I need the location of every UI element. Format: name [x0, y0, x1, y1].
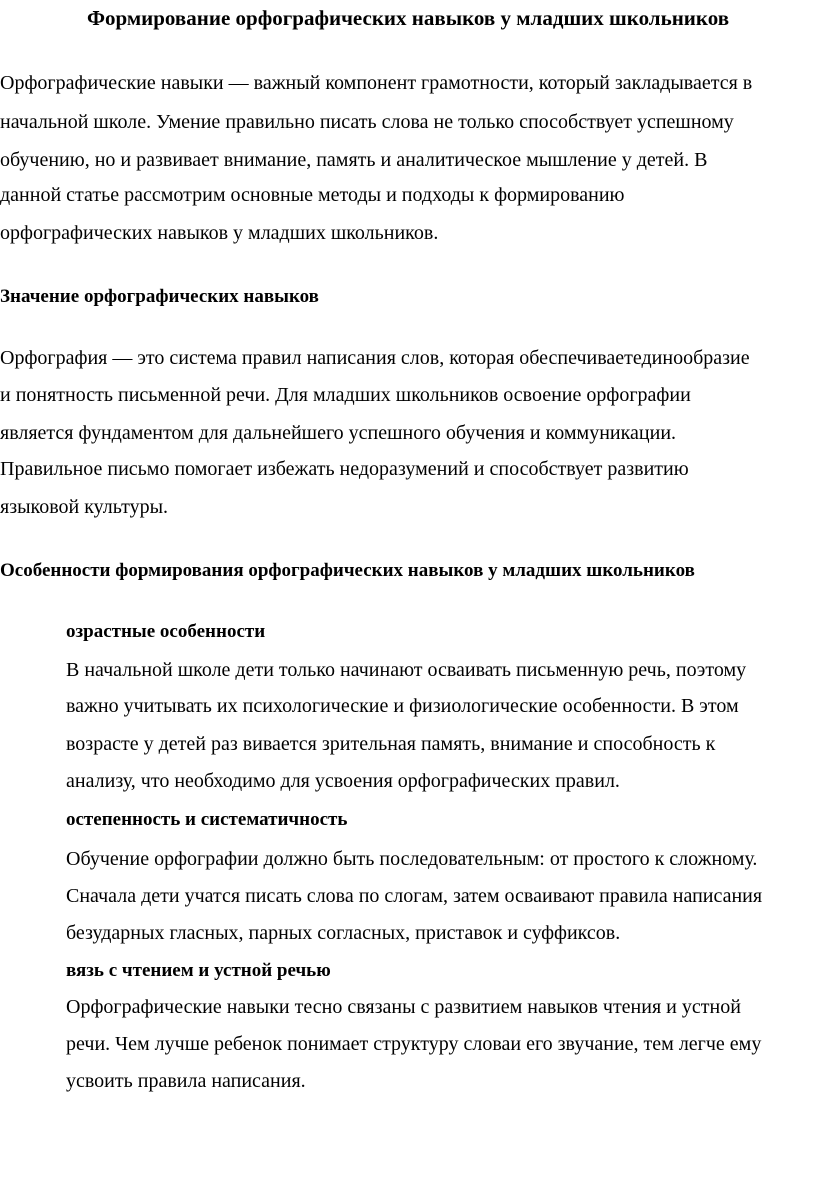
subsection-line: безударных гласных, парных согласных, приставок и суффиксов.	[66, 922, 621, 944]
subsection-line: возрасте у детей раз вивается зрительная память, внимание и способность к	[66, 733, 716, 755]
subsection-line: Сначала дети учатся писать слова по слогам, затем осваивают правила написания	[66, 885, 763, 907]
subsection-line: В начальной школе дети только начинают осваивать письменную речь, поэтому	[66, 659, 747, 681]
section-line: Правильное письмо помогает избежать недоразумений и способствует развитию	[0, 458, 689, 480]
intro-line: данной статье рассмотрим основные методы и подходы к формированию	[0, 184, 625, 206]
intro-line: начальной школе. Умение правильно писать слова не только способствует успешному	[0, 111, 734, 133]
section-heading: Особенности формирования орфографических навыков у младших школьников	[0, 560, 695, 581]
page-title: Формирование орфографических навыков у младших школьников	[86, 6, 730, 30]
section-line: Орфография — это система правил написания слов, которая обеспечиваетединообразие	[0, 347, 750, 369]
section-line: является фундаментом для дальнейшего успешного обучения и коммуникации.	[0, 422, 677, 444]
section-line: и понятность письменной речи. Для младших школьников освоение орфографии	[0, 384, 691, 406]
subsection-line: Орфографические навыки тесно связаны с развитием навыков чтения и устной	[66, 996, 741, 1018]
subsection-line: анализу, что необходимо для усвоения орфографических правил.	[66, 770, 620, 792]
intro-line: обучению, но и развивает внимание, память и аналитическое мышление у детей. В	[0, 149, 708, 171]
subsection-heading: озрастные особенности	[66, 621, 266, 642]
section-heading: Значение орфографических навыков	[0, 286, 319, 307]
section-line: языковой культуры.	[0, 496, 169, 518]
subsection-heading: остепенность и систематичность	[66, 809, 348, 830]
subsection-line: Обучение орфографии должно быть последовательным: от простого к сложному.	[66, 848, 758, 870]
intro-line: Орфографические навыки — важный компонент грамотности, который закладывается в	[0, 72, 753, 94]
subsection-line: важно учитывать их психологические и физиологические особенности. В этом	[66, 695, 739, 717]
intro-line: орфографических навыков у младших школьников.	[0, 222, 439, 244]
subsection-heading: вязь с чтением и устной речью	[66, 960, 331, 981]
subsection-line: речи. Чем лучше ребенок понимает структуру словаи его звучание, тем легче ему	[66, 1033, 762, 1055]
subsection-line: усвоить правила написания.	[66, 1070, 306, 1092]
